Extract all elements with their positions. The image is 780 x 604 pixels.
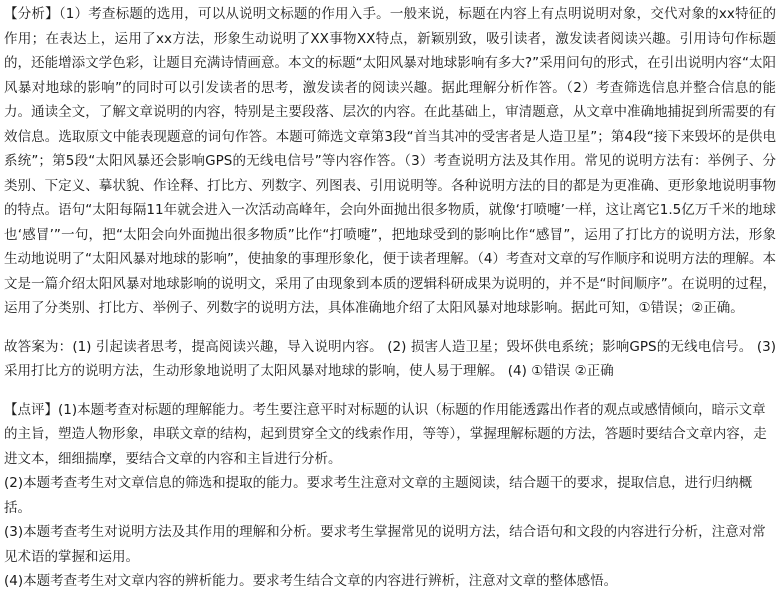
spacer xyxy=(4,321,776,335)
comment-paragraph-1: 【点评】(1)本题考查对标题的理解能力。考生要注意平时对标题的认识（标题的作用能透露出作者的观点或感情倾向，暗示文章的主旨，塑造人物形象，串联文章的结构，起到贯穿全文的线索作用，等等），掌握理解标题的方法，答题时要结合文章内容，走进文本，细细揣摩，要结合文章的内容和主旨进行分析。 xyxy=(4,401,767,467)
answer-paragraph: 故答案为：(1) 引起读者思考，提高阅读兴趣，导入说明内容。 (2) 损害人造卫星；毁坏供电系统；影响GPS的无线电信号。 (3) 采用打比方的说明方法，生动形象地说明了太阳风暴对地球的影响，使人易于理解。 (4) ①错误 ②正确 xyxy=(4,338,780,379)
analysis-paragraph: 【分析】（1）考查标题的选用，可以从说明文标题的作用入手。一般来说，标题在内容上有点明说明对象，交代对象的xx特征的作用；在表达上，运用了xx方法，形象生动说明了XX事物XX特点，新颖别致，吸引读者，激发读者阅读兴趣。引用诗句作标题的，还能增添文学色彩，让题目充满诗情画意。本文的标题“太阳风暴对地球影响有多大?”采用问句的形式，在引出说明内容“太阳风暴对地球的影响”的同时可以引发读者的思考，激发读者的阅读兴趣。据此理解分析作答。（2）考查筛选信息并整合信息的能力。通读全文，了解文章说明的内容，特别是主要段落、层次的内容。在此基础上，审清题意，从文章中准确地捕捉到所需要的有效信息。选取原文中能表现题意的词句作答。本题可筛选文章第3段“首当其冲的受害者是人造卫星”；第4段“接下来毁坏的是供电系统”；第5段“太阳风暴还会影响GPS的无线电信号”等内容作答。（3）考查说明方法及其作用。常见的说明方法有：举例子、分类别、下定义、摹状貌、作诠释、打比方、列数字、列图表、引用说明等。各种说明方法的目的都是为更准确、更形象地说明事物的特点。语句“太阳每隔11年就会进入一次活动高峰年，会向外面抛出很多物质，就像‘打喷嚏’一样，这让离它1.5亿万千米的地球也‘感冒’”一句，把“太阳会向外面抛出很多物质”比作“打喷嚏”，把地球受到的影响比作“感冒”，运用了打比方的说明方法，形象生动地说明了“太阳风暴对地球的影响”，使抽象的事理形象化，便于读者理解。（4）考查对文章的写作顺序和说明方法的理解。本文是一篇介绍太阳风暴对地球影响的说明文，采用了由现象到本质的逻辑科研成果为说明的，并不是“时间顺序”。在说明的过程，运用了分类别、打比方、举例子、列数字的说明方法，具体准确地介绍了太阳风暴对地球影响。据此可知，①错误；②正确。 xyxy=(4,6,776,316)
comment-paragraph-3: (3)本题考查考生对说明方法及其作用的理解和分析。要求考生掌握常见的说明方法，结合语句和文段的内容进行分析，注意对常见术语的掌握和运用。 xyxy=(4,524,766,565)
spacer xyxy=(4,384,776,398)
comment-paragraph-2: (2)本题考查考生对文章信息的筛选和提取的能力。要求考生注意对文章的主题阅读，结合题干的要求，提取信息，进行归纳概括。 xyxy=(4,475,753,516)
comment-paragraph-4: (4)本题考查考生对文章内容的辨析能力。要求考生结合文章的内容进行辨析，注意对文章的整体感悟。 xyxy=(4,573,618,589)
